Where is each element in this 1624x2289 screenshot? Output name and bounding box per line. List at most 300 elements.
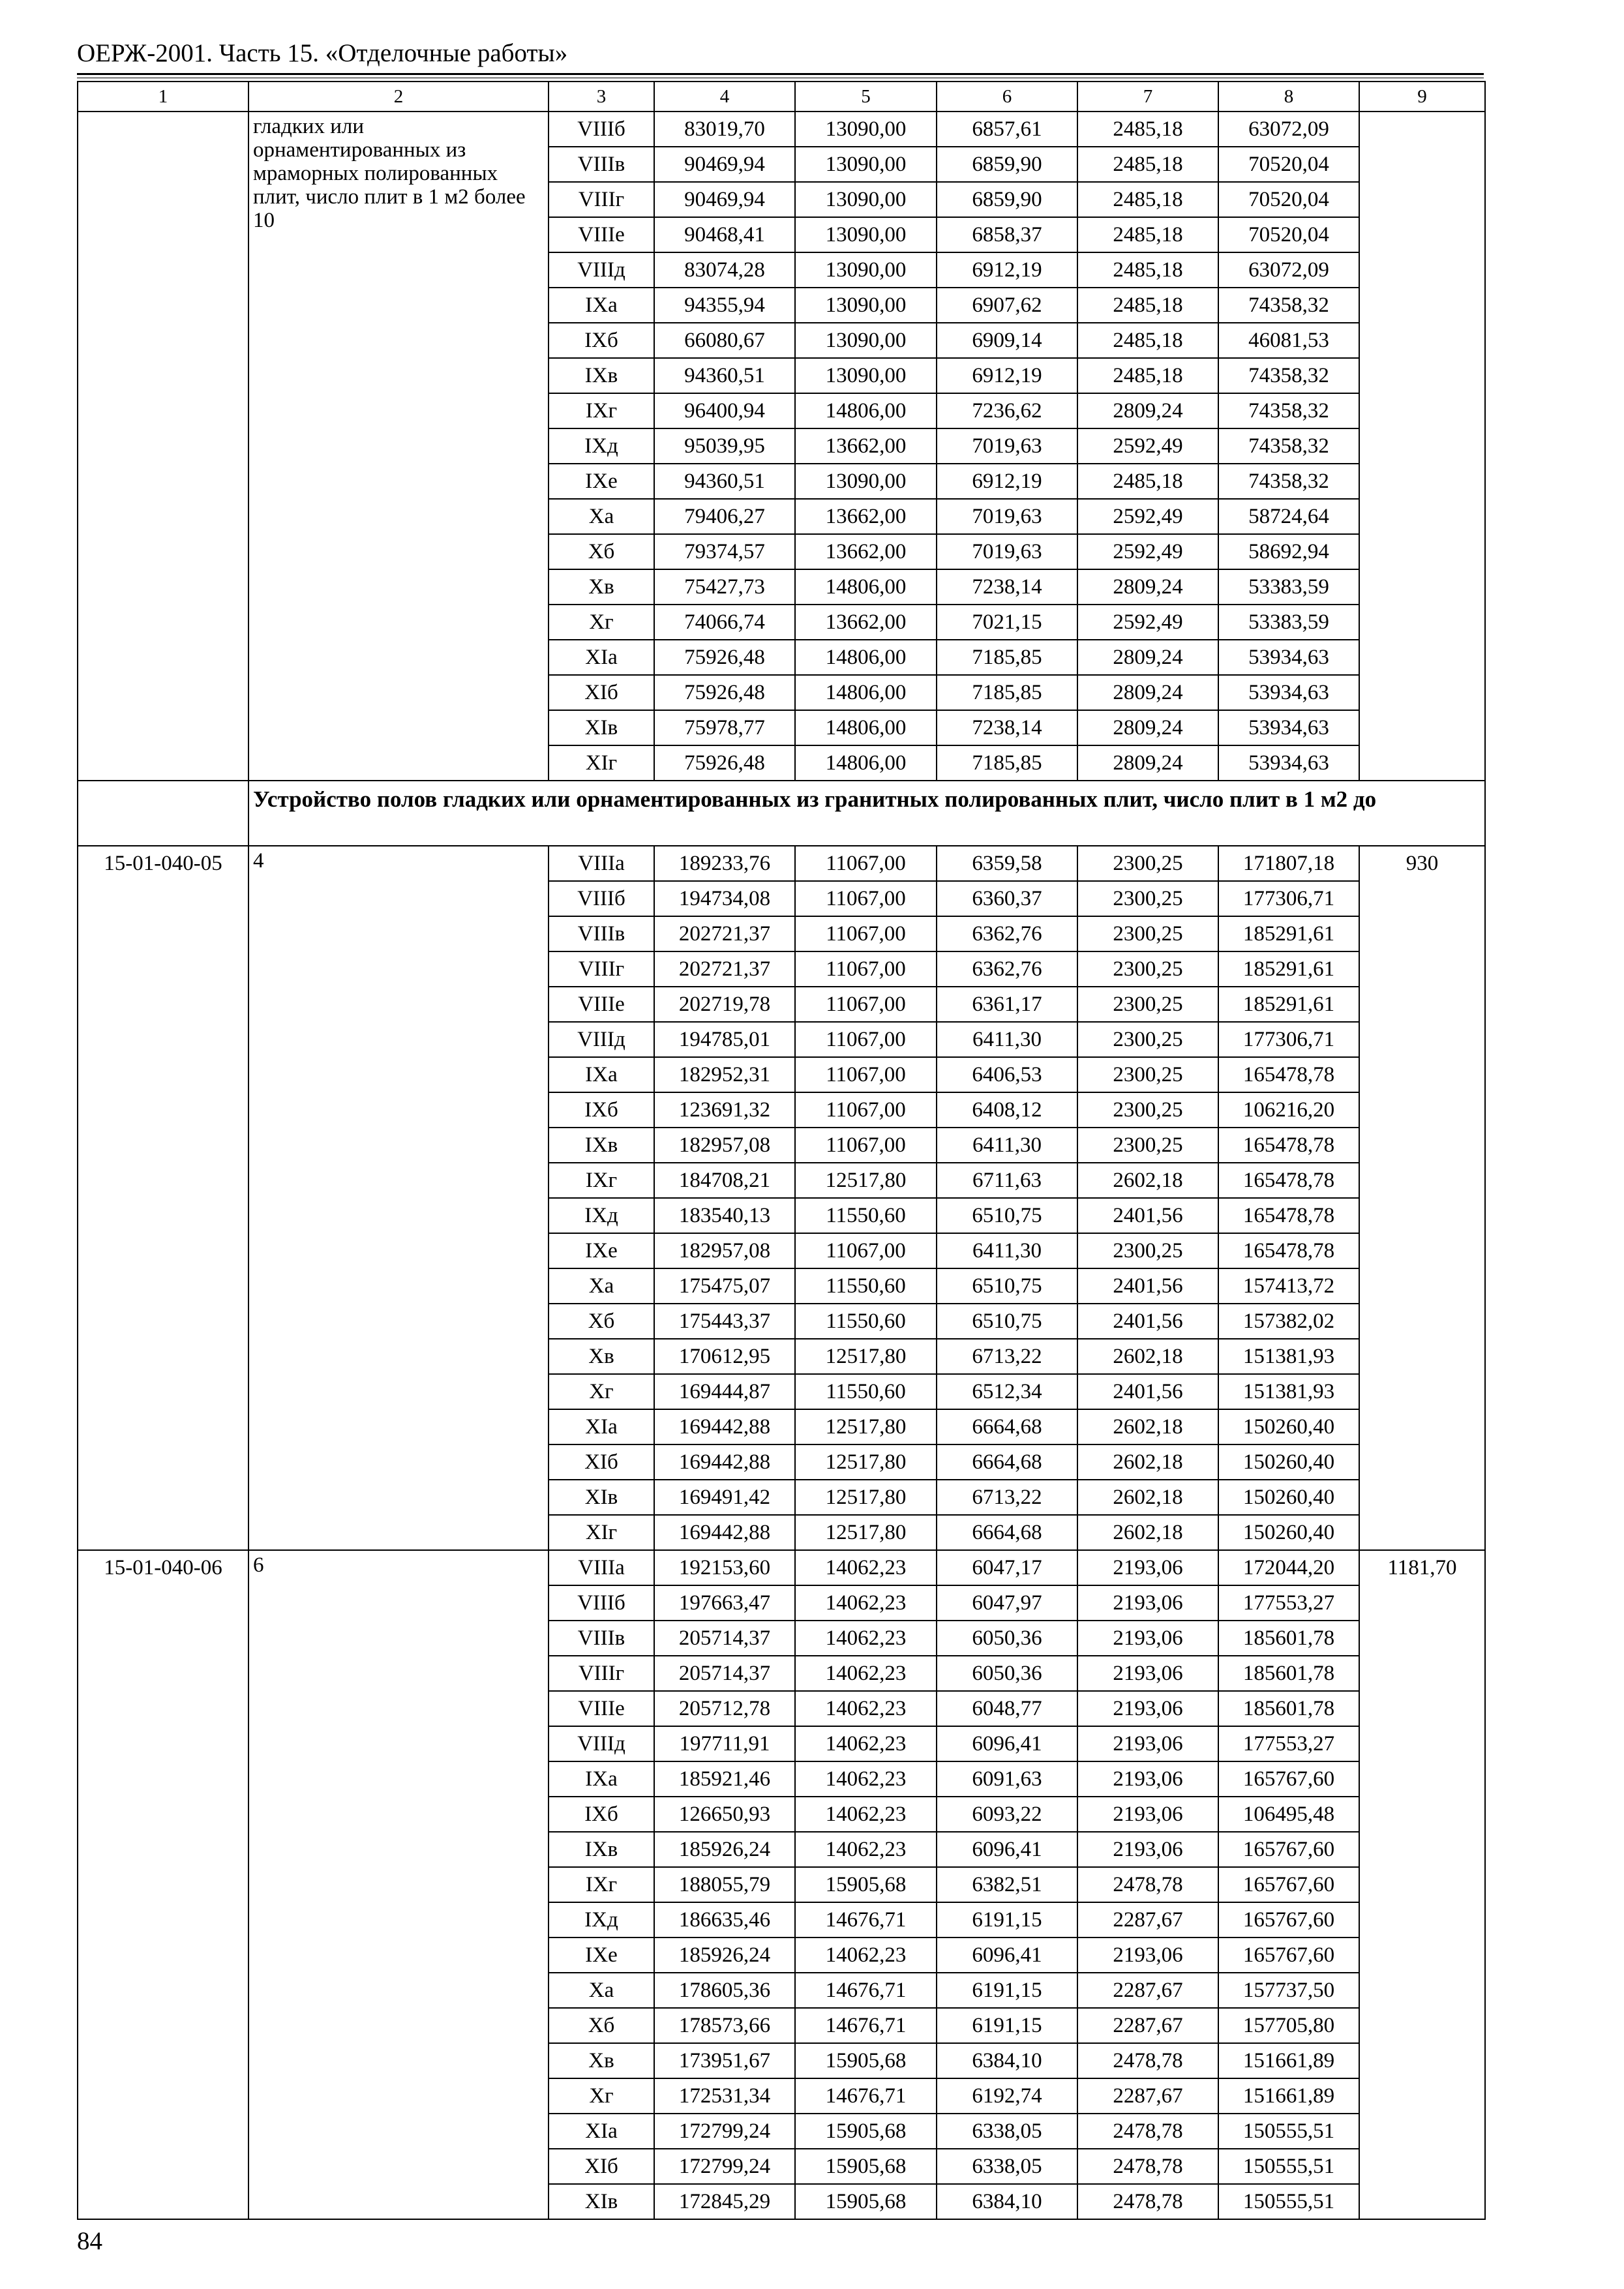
code-cell: 15-01-040-06 bbox=[78, 1550, 248, 2219]
total-cost-cell: 169442,88 bbox=[654, 1444, 795, 1480]
machine-cost-cell: 6664,68 bbox=[937, 1409, 1077, 1444]
materials-cost-cell: 150555,51 bbox=[1218, 2114, 1359, 2149]
zone-cell: XIв bbox=[549, 710, 654, 745]
labor-cost-cell: 11067,00 bbox=[795, 1233, 937, 1268]
labor-cost-cell: 12517,80 bbox=[795, 1444, 937, 1480]
machine-cost-cell: 6664,68 bbox=[937, 1515, 1077, 1550]
labor-cost-cell: 14676,71 bbox=[795, 2078, 937, 2114]
zone-cell: Xа bbox=[549, 1973, 654, 2008]
machine-cost-cell: 6338,05 bbox=[937, 2114, 1077, 2149]
zone-cell: XIа bbox=[549, 2114, 654, 2149]
total-cost-cell: 169491,42 bbox=[654, 1480, 795, 1515]
machine-cost-cell: 6338,05 bbox=[937, 2149, 1077, 2184]
zone-cell: Xг bbox=[549, 2078, 654, 2114]
description-cell: 4 bbox=[248, 846, 549, 1550]
materials-cost-cell: 106216,20 bbox=[1218, 1092, 1359, 1128]
labor-cost-cell: 14676,71 bbox=[795, 2008, 937, 2043]
labor-cost-cell: 11067,00 bbox=[795, 916, 937, 951]
operator-wage-cell: 2485,18 bbox=[1077, 288, 1218, 323]
operator-wage-cell: 2401,56 bbox=[1077, 1268, 1218, 1304]
total-cost-cell: 126650,93 bbox=[654, 1797, 795, 1832]
machine-cost-cell: 6406,53 bbox=[937, 1057, 1077, 1092]
machine-cost-cell: 7185,85 bbox=[937, 675, 1077, 710]
materials-cost-cell: 70520,04 bbox=[1218, 182, 1359, 217]
column-number: 6 bbox=[937, 82, 1077, 112]
total-cost-cell: 75926,48 bbox=[654, 745, 795, 781]
materials-cost-cell: 171807,18 bbox=[1218, 846, 1359, 881]
zone-cell: IXг bbox=[549, 1163, 654, 1198]
operator-wage-cell: 2193,06 bbox=[1077, 1761, 1218, 1797]
zone-cell: Xа bbox=[549, 1268, 654, 1304]
zone-cell: Xг bbox=[549, 1374, 654, 1409]
labor-cost-cell: 11067,00 bbox=[795, 1022, 937, 1057]
machine-cost-cell: 6912,19 bbox=[937, 252, 1077, 288]
zone-cell: IXб bbox=[549, 323, 654, 358]
total-cost-cell: 205714,37 bbox=[654, 1621, 795, 1656]
machine-cost-cell: 6713,22 bbox=[937, 1339, 1077, 1374]
machine-cost-cell: 6192,74 bbox=[937, 2078, 1077, 2114]
zone-cell: XIв bbox=[549, 1480, 654, 1515]
operator-wage-cell: 2602,18 bbox=[1077, 1444, 1218, 1480]
total-cost-cell: 188055,79 bbox=[654, 1867, 795, 1902]
total-cost-cell: 172845,29 bbox=[654, 2184, 795, 2219]
zone-cell: VIIIг bbox=[549, 182, 654, 217]
machine-cost-cell: 7019,63 bbox=[937, 534, 1077, 569]
materials-cost-cell: 63072,09 bbox=[1218, 112, 1359, 147]
labor-cost-cell: 14062,23 bbox=[795, 1832, 937, 1867]
labor-hours-cell bbox=[1359, 112, 1485, 781]
operator-wage-cell: 2602,18 bbox=[1077, 1163, 1218, 1198]
materials-cost-cell: 165478,78 bbox=[1218, 1057, 1359, 1092]
materials-cost-cell: 106495,48 bbox=[1218, 1797, 1359, 1832]
operator-wage-cell: 2300,25 bbox=[1077, 1022, 1218, 1057]
operator-wage-cell: 2300,25 bbox=[1077, 951, 1218, 987]
labor-cost-cell: 12517,80 bbox=[795, 1409, 937, 1444]
labor-cost-cell: 13090,00 bbox=[795, 323, 937, 358]
column-number: 1 bbox=[78, 82, 248, 112]
total-cost-cell: 184708,21 bbox=[654, 1163, 795, 1198]
machine-cost-cell: 6512,34 bbox=[937, 1374, 1077, 1409]
machine-cost-cell: 7238,14 bbox=[937, 710, 1077, 745]
operator-wage-cell: 2300,25 bbox=[1077, 881, 1218, 916]
operator-wage-cell: 2478,78 bbox=[1077, 2184, 1218, 2219]
materials-cost-cell: 177306,71 bbox=[1218, 1022, 1359, 1057]
machine-cost-cell: 6384,10 bbox=[937, 2043, 1077, 2078]
column-number: 8 bbox=[1218, 82, 1359, 112]
materials-cost-cell: 151661,89 bbox=[1218, 2043, 1359, 2078]
machine-cost-cell: 6858,37 bbox=[937, 217, 1077, 252]
zone-cell: IXб bbox=[549, 1797, 654, 1832]
labor-cost-cell: 14806,00 bbox=[795, 675, 937, 710]
operator-wage-cell: 2809,24 bbox=[1077, 710, 1218, 745]
zone-cell: IXб bbox=[549, 1092, 654, 1128]
materials-cost-cell: 74358,32 bbox=[1218, 288, 1359, 323]
machine-cost-cell: 6859,90 bbox=[937, 147, 1077, 182]
machine-cost-cell: 6411,30 bbox=[937, 1233, 1077, 1268]
zone-cell: XIб bbox=[549, 675, 654, 710]
total-cost-cell: 185926,24 bbox=[654, 1937, 795, 1973]
column-number: 2 bbox=[248, 82, 549, 112]
zone-cell: IXд bbox=[549, 1902, 654, 1937]
labor-cost-cell: 15905,68 bbox=[795, 2184, 937, 2219]
zone-cell: Xб bbox=[549, 1304, 654, 1339]
code-cell bbox=[78, 112, 248, 781]
total-cost-cell: 95039,95 bbox=[654, 428, 795, 464]
operator-wage-cell: 2485,18 bbox=[1077, 217, 1218, 252]
operator-wage-cell: 2478,78 bbox=[1077, 2114, 1218, 2149]
labor-cost-cell: 13090,00 bbox=[795, 147, 937, 182]
operator-wage-cell: 2193,06 bbox=[1077, 1937, 1218, 1973]
operator-wage-cell: 2602,18 bbox=[1077, 1339, 1218, 1374]
total-cost-cell: 75978,77 bbox=[654, 710, 795, 745]
materials-cost-cell: 165767,60 bbox=[1218, 1937, 1359, 1973]
total-cost-cell: 182952,31 bbox=[654, 1057, 795, 1092]
labor-cost-cell: 11067,00 bbox=[795, 846, 937, 881]
labor-cost-cell: 15905,68 bbox=[795, 2043, 937, 2078]
materials-cost-cell: 157382,02 bbox=[1218, 1304, 1359, 1339]
operator-wage-cell: 2300,25 bbox=[1077, 987, 1218, 1022]
materials-cost-cell: 53383,59 bbox=[1218, 605, 1359, 640]
labor-cost-cell: 11067,00 bbox=[795, 881, 937, 916]
zone-cell: IXв bbox=[549, 358, 654, 393]
operator-wage-cell: 2193,06 bbox=[1077, 1585, 1218, 1621]
machine-cost-cell: 6510,75 bbox=[937, 1304, 1077, 1339]
zone-cell: IXа bbox=[549, 1761, 654, 1797]
zone-cell: IXг bbox=[549, 393, 654, 428]
zone-cell: VIIIе bbox=[549, 1691, 654, 1726]
total-cost-cell: 175443,37 bbox=[654, 1304, 795, 1339]
operator-wage-cell: 2300,25 bbox=[1077, 1233, 1218, 1268]
total-cost-cell: 189233,76 bbox=[654, 846, 795, 881]
operator-wage-cell: 2287,67 bbox=[1077, 2078, 1218, 2114]
page-number: 84 bbox=[77, 2227, 102, 2255]
materials-cost-cell: 70520,04 bbox=[1218, 217, 1359, 252]
total-cost-cell: 197663,47 bbox=[654, 1585, 795, 1621]
zone-cell: XIб bbox=[549, 1444, 654, 1480]
operator-wage-cell: 2287,67 bbox=[1077, 1973, 1218, 2008]
total-cost-cell: 178605,36 bbox=[654, 1973, 795, 2008]
zone-cell: IXд bbox=[549, 1198, 654, 1233]
labor-cost-cell: 13090,00 bbox=[795, 358, 937, 393]
labor-cost-cell: 13662,00 bbox=[795, 499, 937, 534]
machine-cost-cell: 6411,30 bbox=[937, 1128, 1077, 1163]
column-number: 7 bbox=[1077, 82, 1218, 112]
labor-cost-cell: 11067,00 bbox=[795, 951, 937, 987]
machine-cost-cell: 6362,76 bbox=[937, 951, 1077, 987]
labor-cost-cell: 14062,23 bbox=[795, 1797, 937, 1832]
machine-cost-cell: 6093,22 bbox=[937, 1797, 1077, 1832]
operator-wage-cell: 2287,67 bbox=[1077, 2008, 1218, 2043]
total-cost-cell: 74066,74 bbox=[654, 605, 795, 640]
machine-cost-cell: 6050,36 bbox=[937, 1621, 1077, 1656]
labor-hours-cell: 1181,70 bbox=[1359, 1550, 1485, 2219]
total-cost-cell: 185926,24 bbox=[654, 1832, 795, 1867]
zone-cell: XIб bbox=[549, 2149, 654, 2184]
machine-cost-cell: 6408,12 bbox=[937, 1092, 1077, 1128]
operator-wage-cell: 2485,18 bbox=[1077, 147, 1218, 182]
machine-cost-cell: 6096,41 bbox=[937, 1937, 1077, 1973]
machine-cost-cell: 6191,15 bbox=[937, 1902, 1077, 1937]
total-cost-cell: 96400,94 bbox=[654, 393, 795, 428]
labor-cost-cell: 14062,23 bbox=[795, 1656, 937, 1691]
zone-cell: IXг bbox=[549, 1867, 654, 1902]
zone-cell: IXв bbox=[549, 1832, 654, 1867]
machine-cost-cell: 6050,36 bbox=[937, 1656, 1077, 1691]
labor-cost-cell: 12517,80 bbox=[795, 1339, 937, 1374]
labor-cost-cell: 11067,00 bbox=[795, 1128, 937, 1163]
price-table bbox=[77, 81, 1486, 2220]
zone-cell: VIIIв bbox=[549, 1621, 654, 1656]
labor-cost-cell: 13662,00 bbox=[795, 428, 937, 464]
machine-cost-cell: 7019,63 bbox=[937, 428, 1077, 464]
header-rule-thick bbox=[77, 73, 1484, 75]
materials-cost-cell: 74358,32 bbox=[1218, 464, 1359, 499]
operator-wage-cell: 2193,06 bbox=[1077, 1726, 1218, 1761]
section-title-row bbox=[78, 781, 1485, 846]
operator-wage-cell: 2193,06 bbox=[1077, 1550, 1218, 1585]
machine-cost-cell: 6047,97 bbox=[937, 1585, 1077, 1621]
zone-cell: Xв bbox=[549, 1339, 654, 1374]
labor-cost-cell: 14806,00 bbox=[795, 640, 937, 675]
labor-cost-cell: 13090,00 bbox=[795, 112, 937, 147]
labor-cost-cell: 14806,00 bbox=[795, 393, 937, 428]
zone-cell: IXд bbox=[549, 428, 654, 464]
labor-cost-cell: 13090,00 bbox=[795, 252, 937, 288]
machine-cost-cell: 6907,62 bbox=[937, 288, 1077, 323]
zone-cell: VIIIд bbox=[549, 252, 654, 288]
total-cost-cell: 172531,34 bbox=[654, 2078, 795, 2114]
operator-wage-cell: 2478,78 bbox=[1077, 1867, 1218, 1902]
machine-cost-cell: 6361,17 bbox=[937, 987, 1077, 1022]
total-cost-cell: 178573,66 bbox=[654, 2008, 795, 2043]
operator-wage-cell: 2401,56 bbox=[1077, 1304, 1218, 1339]
column-number-row bbox=[78, 82, 1485, 112]
machine-cost-cell: 6047,17 bbox=[937, 1550, 1077, 1585]
labor-cost-cell: 14676,71 bbox=[795, 1902, 937, 1937]
labor-cost-cell: 14062,23 bbox=[795, 1585, 937, 1621]
machine-cost-cell: 7185,85 bbox=[937, 745, 1077, 781]
total-cost-cell: 90468,41 bbox=[654, 217, 795, 252]
total-cost-cell: 186635,46 bbox=[654, 1902, 795, 1937]
zone-cell: Xб bbox=[549, 534, 654, 569]
code-cell: 15-01-040-05 bbox=[78, 846, 248, 1550]
materials-cost-cell: 63072,09 bbox=[1218, 252, 1359, 288]
description-cell: 6 bbox=[248, 1550, 549, 2219]
machine-cost-cell: 7185,85 bbox=[937, 640, 1077, 675]
zone-cell: XIг bbox=[549, 1515, 654, 1550]
machine-cost-cell: 6384,10 bbox=[937, 2184, 1077, 2219]
zone-cell: VIIIд bbox=[549, 1726, 654, 1761]
operator-wage-cell: 2592,49 bbox=[1077, 499, 1218, 534]
materials-cost-cell: 150555,51 bbox=[1218, 2149, 1359, 2184]
materials-cost-cell: 185291,61 bbox=[1218, 916, 1359, 951]
zone-cell: VIIIа bbox=[549, 1550, 654, 1585]
total-cost-cell: 90469,94 bbox=[654, 147, 795, 182]
total-cost-cell: 75926,48 bbox=[654, 675, 795, 710]
operator-wage-cell: 2592,49 bbox=[1077, 605, 1218, 640]
total-cost-cell: 175475,07 bbox=[654, 1268, 795, 1304]
total-cost-cell: 197711,91 bbox=[654, 1726, 795, 1761]
labor-cost-cell: 13090,00 bbox=[795, 464, 937, 499]
machine-cost-cell: 6713,22 bbox=[937, 1480, 1077, 1515]
total-cost-cell: 169442,88 bbox=[654, 1409, 795, 1444]
materials-cost-cell: 185601,78 bbox=[1218, 1691, 1359, 1726]
operator-wage-cell: 2401,56 bbox=[1077, 1198, 1218, 1233]
labor-hours-cell: 930 bbox=[1359, 846, 1485, 1550]
zone-cell: IXе bbox=[549, 1233, 654, 1268]
operator-wage-cell: 2485,18 bbox=[1077, 323, 1218, 358]
materials-cost-cell: 157737,50 bbox=[1218, 1973, 1359, 2008]
total-cost-cell: 172799,24 bbox=[654, 2114, 795, 2149]
zone-cell: VIIIе bbox=[549, 217, 654, 252]
operator-wage-cell: 2602,18 bbox=[1077, 1515, 1218, 1550]
zone-cell: VIIIг bbox=[549, 951, 654, 987]
total-cost-cell: 194785,01 bbox=[654, 1022, 795, 1057]
operator-wage-cell: 2300,25 bbox=[1077, 1128, 1218, 1163]
labor-cost-cell: 11067,00 bbox=[795, 1092, 937, 1128]
operator-wage-cell: 2193,06 bbox=[1077, 1621, 1218, 1656]
labor-cost-cell: 13090,00 bbox=[795, 288, 937, 323]
materials-cost-cell: 150555,51 bbox=[1218, 2184, 1359, 2219]
materials-cost-cell: 53934,63 bbox=[1218, 675, 1359, 710]
labor-cost-cell: 13662,00 bbox=[795, 605, 937, 640]
machine-cost-cell: 7019,63 bbox=[937, 499, 1077, 534]
labor-cost-cell: 14062,23 bbox=[795, 1761, 937, 1797]
operator-wage-cell: 2193,06 bbox=[1077, 1691, 1218, 1726]
materials-cost-cell: 185291,61 bbox=[1218, 987, 1359, 1022]
total-cost-cell: 170612,95 bbox=[654, 1339, 795, 1374]
materials-cost-cell: 150260,40 bbox=[1218, 1480, 1359, 1515]
zone-cell: VIIIа bbox=[549, 846, 654, 881]
labor-cost-cell: 15905,68 bbox=[795, 2114, 937, 2149]
operator-wage-cell: 2478,78 bbox=[1077, 2043, 1218, 2078]
labor-cost-cell: 13662,00 bbox=[795, 534, 937, 569]
total-cost-cell: 172799,24 bbox=[654, 2149, 795, 2184]
zone-cell: XIг bbox=[549, 745, 654, 781]
materials-cost-cell: 151381,93 bbox=[1218, 1339, 1359, 1374]
zone-cell: VIIIб bbox=[549, 881, 654, 916]
operator-wage-cell: 2193,06 bbox=[1077, 1832, 1218, 1867]
total-cost-cell: 205714,37 bbox=[654, 1656, 795, 1691]
materials-cost-cell: 177553,27 bbox=[1218, 1585, 1359, 1621]
zone-cell: VIIIб bbox=[549, 1585, 654, 1621]
machine-cost-cell: 6096,41 bbox=[937, 1726, 1077, 1761]
machine-cost-cell: 6359,58 bbox=[937, 846, 1077, 881]
materials-cost-cell: 74358,32 bbox=[1218, 358, 1359, 393]
labor-cost-cell: 14806,00 bbox=[795, 569, 937, 605]
labor-cost-cell: 11550,60 bbox=[795, 1268, 937, 1304]
operator-wage-cell: 2809,24 bbox=[1077, 640, 1218, 675]
operator-wage-cell: 2485,18 bbox=[1077, 358, 1218, 393]
zone-cell: VIIIе bbox=[549, 987, 654, 1022]
machine-cost-cell: 6360,37 bbox=[937, 881, 1077, 916]
operator-wage-cell: 2193,06 bbox=[1077, 1797, 1218, 1832]
table-row bbox=[78, 1550, 1485, 1585]
labor-cost-cell: 11550,60 bbox=[795, 1198, 937, 1233]
operator-wage-cell: 2809,24 bbox=[1077, 745, 1218, 781]
total-cost-cell: 173951,67 bbox=[654, 2043, 795, 2078]
materials-cost-cell: 46081,53 bbox=[1218, 323, 1359, 358]
materials-cost-cell: 172044,20 bbox=[1218, 1550, 1359, 1585]
total-cost-cell: 205712,78 bbox=[654, 1691, 795, 1726]
materials-cost-cell: 157705,80 bbox=[1218, 2008, 1359, 2043]
section-title: Устройство полов гладких или орнаментированных из гранитных полированных плит, число плит в 1 м2 до bbox=[248, 781, 1485, 846]
total-cost-cell: 202721,37 bbox=[654, 916, 795, 951]
materials-cost-cell: 157413,72 bbox=[1218, 1268, 1359, 1304]
operator-wage-cell: 2300,25 bbox=[1077, 916, 1218, 951]
zone-cell: XIв bbox=[549, 2184, 654, 2219]
total-cost-cell: 66080,67 bbox=[654, 323, 795, 358]
operator-wage-cell: 2485,18 bbox=[1077, 112, 1218, 147]
materials-cost-cell: 150260,40 bbox=[1218, 1444, 1359, 1480]
zone-cell: Xб bbox=[549, 2008, 654, 2043]
column-number: 5 bbox=[795, 82, 937, 112]
total-cost-cell: 202721,37 bbox=[654, 951, 795, 987]
zone-cell: XIа bbox=[549, 640, 654, 675]
operator-wage-cell: 2478,78 bbox=[1077, 2149, 1218, 2184]
operator-wage-cell: 2809,24 bbox=[1077, 675, 1218, 710]
materials-cost-cell: 165478,78 bbox=[1218, 1163, 1359, 1198]
machine-cost-cell: 6711,63 bbox=[937, 1163, 1077, 1198]
total-cost-cell: 83019,70 bbox=[654, 112, 795, 147]
total-cost-cell: 185921,46 bbox=[654, 1761, 795, 1797]
total-cost-cell: 123691,32 bbox=[654, 1092, 795, 1128]
materials-cost-cell: 58692,94 bbox=[1218, 534, 1359, 569]
operator-wage-cell: 2485,18 bbox=[1077, 464, 1218, 499]
materials-cost-cell: 185291,61 bbox=[1218, 951, 1359, 987]
labor-cost-cell: 12517,80 bbox=[795, 1515, 937, 1550]
operator-wage-cell: 2485,18 bbox=[1077, 252, 1218, 288]
materials-cost-cell: 177306,71 bbox=[1218, 881, 1359, 916]
document-header: ОЕРЖ-2001. Часть 15. «Отделочные работы» bbox=[77, 39, 568, 67]
zone-cell: Xв bbox=[549, 569, 654, 605]
table-row bbox=[78, 112, 1485, 147]
labor-cost-cell: 11067,00 bbox=[795, 1057, 937, 1092]
machine-cost-cell: 6510,75 bbox=[937, 1198, 1077, 1233]
zone-cell: Xг bbox=[549, 605, 654, 640]
total-cost-cell: 94355,94 bbox=[654, 288, 795, 323]
total-cost-cell: 169442,88 bbox=[654, 1515, 795, 1550]
operator-wage-cell: 2592,49 bbox=[1077, 428, 1218, 464]
materials-cost-cell: 150260,40 bbox=[1218, 1409, 1359, 1444]
machine-cost-cell: 6510,75 bbox=[937, 1268, 1077, 1304]
labor-cost-cell: 14062,23 bbox=[795, 1937, 937, 1973]
materials-cost-cell: 165478,78 bbox=[1218, 1198, 1359, 1233]
total-cost-cell: 169444,87 bbox=[654, 1374, 795, 1409]
machine-cost-cell: 6362,76 bbox=[937, 916, 1077, 951]
zone-cell: IXв bbox=[549, 1128, 654, 1163]
operator-wage-cell: 2300,25 bbox=[1077, 1092, 1218, 1128]
operator-wage-cell: 2602,18 bbox=[1077, 1409, 1218, 1444]
zone-cell: Xв bbox=[549, 2043, 654, 2078]
materials-cost-cell: 177553,27 bbox=[1218, 1726, 1359, 1761]
operator-wage-cell: 2401,56 bbox=[1077, 1374, 1218, 1409]
materials-cost-cell: 74358,32 bbox=[1218, 393, 1359, 428]
materials-cost-cell: 53934,63 bbox=[1218, 640, 1359, 675]
zone-cell: VIIIв bbox=[549, 147, 654, 182]
total-cost-cell: 79374,57 bbox=[654, 534, 795, 569]
operator-wage-cell: 2809,24 bbox=[1077, 569, 1218, 605]
materials-cost-cell: 165767,60 bbox=[1218, 1902, 1359, 1937]
operator-wage-cell: 2602,18 bbox=[1077, 1480, 1218, 1515]
labor-cost-cell: 14062,23 bbox=[795, 1726, 937, 1761]
machine-cost-cell: 6191,15 bbox=[937, 2008, 1077, 2043]
machine-cost-cell: 7236,62 bbox=[937, 393, 1077, 428]
total-cost-cell: 90469,94 bbox=[654, 182, 795, 217]
table-body bbox=[78, 82, 1485, 2219]
total-cost-cell: 83074,28 bbox=[654, 252, 795, 288]
machine-cost-cell: 6048,77 bbox=[937, 1691, 1077, 1726]
